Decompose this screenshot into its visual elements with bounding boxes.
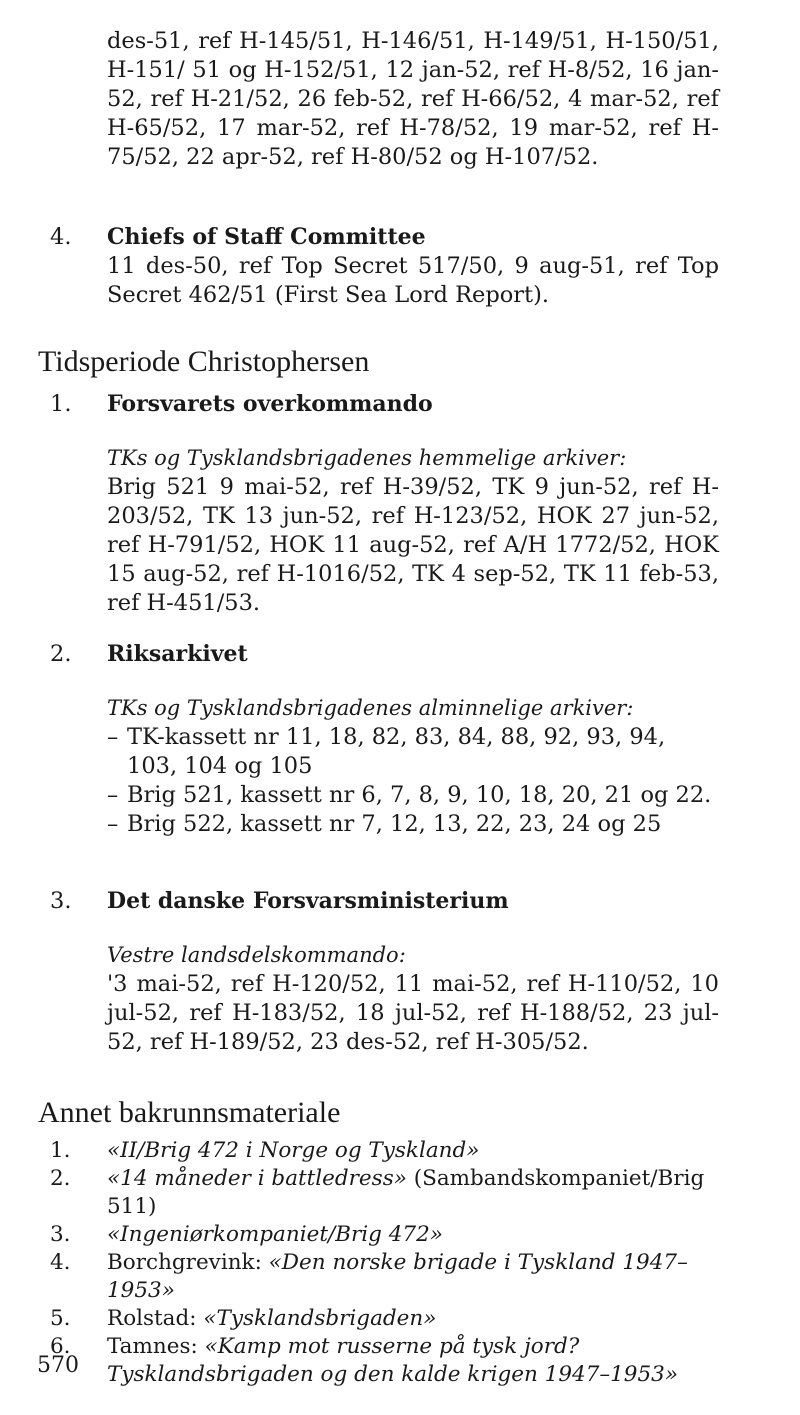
item-title: Riksarkivet: [107, 641, 248, 667]
archive-list: [107, 723, 719, 839]
item-number: 2.: [50, 1166, 71, 1191]
item-title: «II/Brig 472 i Norge og Tyskland»: [107, 1138, 480, 1163]
list-item: [50, 1249, 730, 1305]
item-danske-forsvarsministerium: [107, 887, 719, 1057]
item-title: «Tysklandsbrigaden»: [203, 1306, 437, 1331]
intro-paragraph: des-51, ref H-145/51, H-146/51, H-149/51, H-150/51, H-151/ 51 og H-152/51, 12 jan-52, ref H-8/52, 16 jan-52, ref H-21/52, 26 feb-52, ref H-66/52, 4 mar-52, ref H-65/52, 17 mar-52, ref H-78/52, 19 mar-52, ref H-75/52, 22 apr-52, ref H-80/52 og H-107/52.: [107, 28, 719, 170]
item-number: 1.: [50, 1138, 71, 1163]
item-title: Forsvarets overkommando: [107, 391, 433, 417]
list-item: [50, 1165, 730, 1221]
section-heading: Annet bakrunnsmateriale: [38, 1096, 341, 1129]
item-number: 3.: [50, 888, 72, 914]
list-item: [50, 1137, 730, 1165]
item-title: «Den norske brigade i Tyskland 1947–1953»: [107, 1250, 688, 1303]
item-subhead: Vestre landsdelskommando:: [107, 943, 406, 967]
item-text: 11 des-50, ref Top Secret 517/50, 9 aug-51, ref Top Secret 462/51 (First Sea Lord Report).: [107, 253, 719, 308]
item-prefix: Borchgrevink:: [107, 1250, 269, 1275]
list-item: – TK-kassett nr 11, 18, 82, 83, 84, 88, 92, 93, 94, 103, 104 og 105: [107, 723, 719, 781]
item-number: 2.: [50, 641, 72, 667]
item-text: '3 mai-52, ref H-120/52, 11 mai-52, ref H-110/52, 10 jul-52, ref H-183/52, 18 jul-52, ref H-188/52, 23 jul-52, ref H-189/52, 23 des-52, ref H-305/52.: [107, 971, 719, 1055]
item-4: [107, 223, 719, 310]
background-material-list: [50, 1137, 730, 1389]
item-number: 5.: [50, 1306, 71, 1331]
list-item: [50, 1221, 730, 1249]
list-item: – Brig 522, kassett nr 7, 12, 13, 22, 23, 24 og 25: [107, 810, 719, 839]
item-title: Chiefs of Staff Committee: [107, 224, 426, 250]
item-number: 4.: [50, 224, 72, 250]
item-title: «Kamp mot russerne på tysk jord? Tysklandsbrigaden og den kalde krigen 1947–1953»: [107, 1334, 678, 1387]
item-forsvarets-overkommando: [107, 390, 719, 618]
item-riksarkivet: [107, 640, 719, 839]
item-number: 4.: [50, 1250, 71, 1275]
list-item: – Brig 521, kassett nr 6, 7, 8, 9, 10, 18, 20, 21 og 22.: [107, 781, 719, 810]
page-number: 570: [37, 1353, 79, 1378]
item-number: 3.: [50, 1222, 71, 1247]
item-prefix: Rolstad:: [107, 1306, 204, 1331]
item-title: «Ingeniørkompaniet/Brig 472»: [107, 1222, 443, 1247]
item-number: 1.: [50, 391, 72, 417]
list-item: [50, 1333, 730, 1389]
item-number: 6.: [50, 1334, 71, 1359]
item-subhead: TKs og Tysklandsbrigadenes alminnelige arkiver:: [107, 696, 634, 720]
item-title: Det danske Forsvarsministerium: [107, 888, 509, 914]
item-suffix: (Sambandskompaniet/Brig 511): [107, 1166, 705, 1219]
item-text: Brig 521 9 mai-52, ref H-39/52, TK 9 jun-52, ref H-203/52, TK 13 jun-52, ref H-123/52, HOK 27 jun-52, ref H-791/52, HOK 11 aug-52, ref A/H 1772/52, HOK 15 aug-52, ref H-1016/52, TK 4 sep-52, TK 11 feb-53, ref H-451/53.: [107, 474, 719, 616]
list-item: [50, 1305, 730, 1333]
item-prefix: Tamnes:: [107, 1334, 205, 1359]
item-subhead: TKs og Tysklandsbrigadenes hemmelige arkiver:: [107, 446, 627, 470]
section-heading: Tidsperiode Christophersen: [38, 345, 370, 378]
item-title: «14 måneder i battledress»: [107, 1166, 407, 1191]
